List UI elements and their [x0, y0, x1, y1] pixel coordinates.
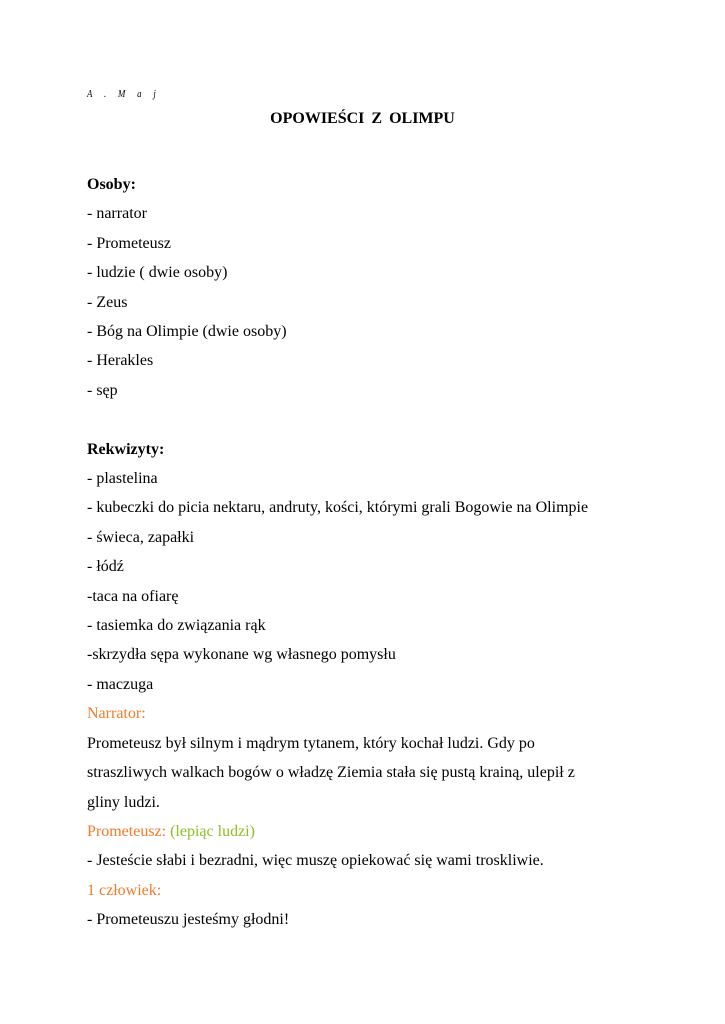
osoby-heading: Osoby:	[87, 176, 136, 193]
osoby-item: - Prometeusz	[87, 234, 171, 252]
prometeusz-cue	[87, 817, 647, 846]
section-gap	[87, 405, 647, 434]
prometeusz-line: - Jesteście słabi i bezradni, więc muszę opiekować się wami troskliwie.	[87, 852, 544, 870]
czlowiek-label: 1 człowiek:	[87, 881, 162, 899]
prometeusz-label: Prometeusz:	[87, 822, 167, 840]
osoby-item: - Herakles	[87, 352, 154, 370]
osoby-item: - ludzie ( dwie osoby)	[87, 264, 228, 282]
rekwizyty-item: - plastelina	[87, 470, 158, 488]
stage-direction: (lepiąc ludzi)	[166, 822, 255, 840]
rekwizyty-item: - tasiemka do związania rąk	[87, 617, 266, 635]
narrator-line: Prometeusz był silnym i mądrym tytanem, który kochał ludzi. Gdy po	[87, 734, 535, 752]
narrator-label: Narrator:	[87, 705, 146, 723]
rekwizyty-heading: Rekwizyty:	[87, 440, 165, 458]
narrator-line: gliny ludzi.	[87, 793, 160, 811]
osoby-item: - Zeus	[87, 293, 128, 311]
osoby-item: - narrator	[87, 205, 147, 223]
narrator-line: straszliwych walkach bogów o władzę Ziemia stała się pustą krainą, ulepił z	[87, 764, 575, 782]
rekwizyty-item: -skrzydła sępa wykonane wg własnego pomysłu	[87, 646, 396, 664]
rekwizyty-item: -taca na ofiarę	[87, 587, 179, 605]
document-body	[87, 170, 647, 935]
rekwizyty-item: - kubeczki do picia nektaru, andruty, kości, którymi grali Bogowie na Olimpie	[87, 499, 589, 517]
osoby-item: - Bóg na Olimpie (dwie osoby)	[87, 323, 287, 341]
rekwizyty-item: - świeca, zapałki	[87, 528, 195, 546]
page-title: OPOWIEŚCI Z OLIMPU	[270, 110, 455, 127]
osoby-item: - sęp	[87, 381, 118, 399]
rekwizyty-item: - łódź	[87, 558, 124, 576]
czlowiek-line: - Prometeuszu jesteśmy głodni!	[87, 911, 290, 929]
author-initials: A . M a j	[87, 88, 161, 100]
rekwizyty-item: - maczuga	[87, 675, 154, 693]
